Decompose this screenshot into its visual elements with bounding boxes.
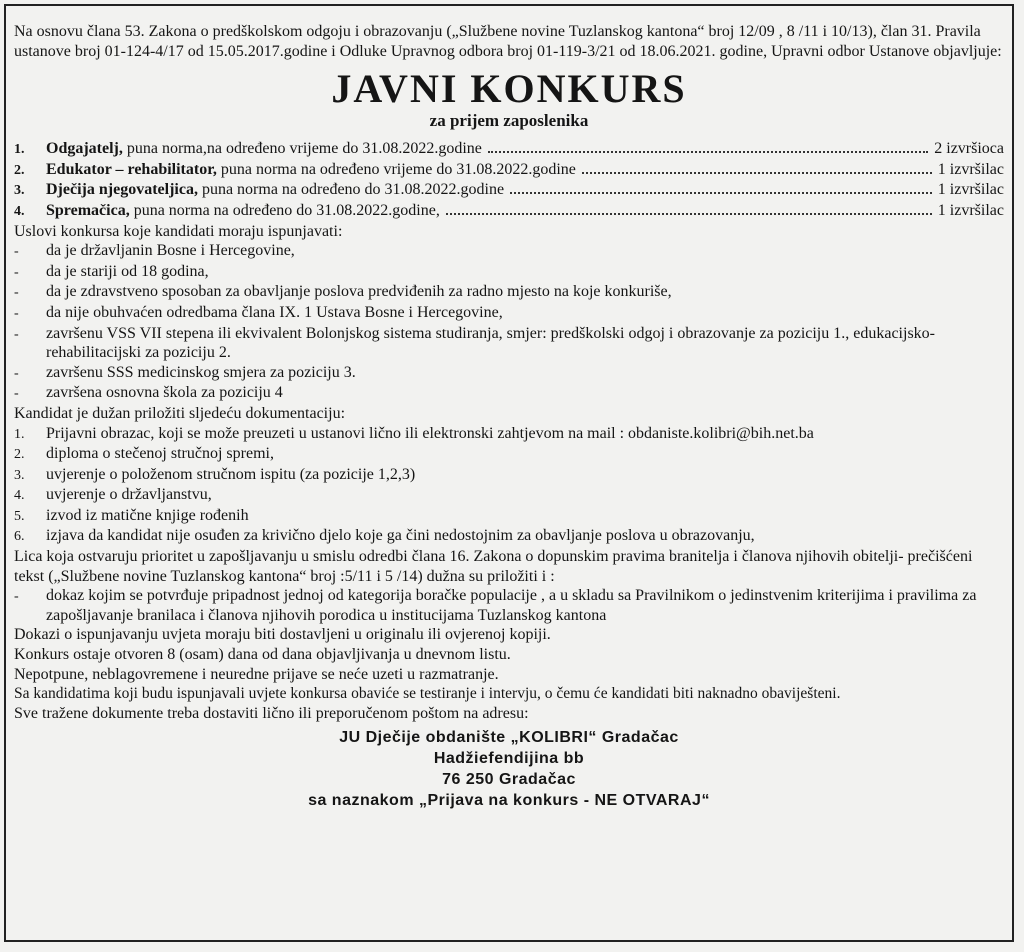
position-item	[14, 160, 1004, 181]
document-item	[14, 424, 1004, 445]
position-count: 1 izvršilac	[937, 181, 1004, 199]
condition-item: - završenu SSS medicinskog smjera za poziciju 3.	[14, 363, 1004, 384]
bullet-dash: -	[14, 264, 19, 280]
document-item	[14, 444, 1004, 465]
document-text: Prijavni obrazac, koji se može preuzeti u ustanovi lično ili elektronski zahtjevom na mail : obdaniste.kolibri@bih.net.ba	[46, 424, 814, 442]
dot-leader	[510, 192, 932, 194]
position-name: Odgajatelj,	[46, 140, 123, 158]
document-item	[14, 526, 1004, 547]
bullet-dash: -	[14, 386, 19, 402]
position-desc: puna norma na određeno vrijeme do 31.08.2022.godine	[216, 160, 576, 178]
position-item	[14, 139, 1004, 160]
condition-item: - završena osnovna škola za poziciju 4	[14, 383, 1004, 404]
position-desc: puna norma na određeno do 31.08.2022.godine,	[129, 201, 440, 219]
positions-list	[14, 139, 1004, 221]
position-item	[14, 180, 1004, 201]
bullet-dash: -	[14, 244, 19, 260]
document-text: diploma o stečenoj stručnoj spremi,	[46, 445, 274, 463]
document-text: uvjerenje o položenom stručnom ispitu (za pozicije 1,2,3)	[46, 465, 416, 483]
document-number: 4.	[14, 488, 25, 504]
priority-paragraph: Lica koja ostvaruju prioritet u zapošljavanju u smislu odredbi člana 16. Zakona o dopunskim pravima branitelja i članova njihovih obitelji- prečišćeni tekst („Službene novine Tuzlanskog kantona“ broj :5/11 i 5 /14) dužna su priložiti i :	[14, 548, 973, 585]
address-line: sa naznakom „Prijava na konkurs - NE OTVARAJ“	[308, 792, 710, 810]
position-name: Edukator – rehabilitator,	[46, 160, 217, 178]
address-line: Hadžiefendijina bb	[433, 750, 585, 768]
notice-title: JAVNI KONKURS	[331, 66, 687, 112]
address-line: JU Dječije obdanište „KOLIBRI“ Gradačac	[339, 729, 679, 747]
position-name: Spremačica,	[46, 201, 130, 219]
closing-line: Nepotpune, neblagovremene i neuredne prijave se neće uzeti u razmatranje.	[14, 665, 499, 683]
position-desc: puna norma na određeno do 31.08.2022.godine	[197, 181, 505, 199]
closing-section	[14, 625, 1004, 723]
documents-heading: Kandidat je dužan priložiti sljedeću dokumentaciju:	[14, 404, 346, 422]
position-text	[46, 201, 440, 221]
bullet-dash: -	[14, 365, 19, 381]
dot-leader	[488, 151, 928, 153]
position-count: 1 izvršilac	[937, 201, 1004, 219]
document-number: 3.	[14, 467, 25, 483]
document-text: izjava da kandidat nije osuđen za krivično djelo koje ga čini nedostojnim za obavljanje poslova u obrazovanju,	[46, 527, 755, 545]
condition-item: - da je državljanin Bosne i Hercegovine,	[14, 241, 1004, 262]
document-number: 6.	[14, 529, 25, 545]
document-item	[14, 485, 1004, 506]
position-name: Dječija njegovateljica,	[46, 181, 198, 199]
position-desc: puna norma,na određeno vrijeme do 31.08.2022.godine	[122, 140, 482, 158]
closing-line: Sve tražene dokumente treba dostaviti lično ili preporučenom poštom na adresu:	[14, 704, 529, 722]
intro-paragraph: Na osnovu člana 53. Zakona o predškolskom odgoju i obrazovanju („Službene novine Tuzlanskog kantona“ broj 12/09 , 8 /11 i 10/13), član 31. Pravila ustanove broj 01-124-4/17 od 15.05.2017.godine i Odluke Upravnog odbora broj 01-119-3/21 od 18.06.2021. godine, Upravni odbor Ustanove objavljuje:	[14, 23, 1002, 60]
condition-item: - da je zdravstveno sposoban za obavljanje poslova predviđenih za radno mjesto na koje konkuriše,	[14, 282, 1004, 303]
condition-item: - da nije obuhvaćen odredbama člana IX. 1 Ustava Bosne i Hercegovine,	[14, 303, 1004, 324]
priority-item: - dokaz kojim se potvrđuje pripadnost jednoj od kategorija boračke populacije , a u skladu sa Pravilnikom o jedinstvenim kriterijima i pravilima za zapošljavanje branilaca i članova njihovih porodica u institucijama Tuzlanskog kantona	[14, 587, 977, 624]
bullet-dash: -	[14, 305, 19, 321]
closing-line: Dokazi o ispunjavanju uvjeta moraju biti dostavljeni u originalu ili ovjerenoj kopiji.	[14, 626, 551, 644]
position-number: 3.	[14, 183, 25, 199]
position-text	[46, 139, 482, 159]
position-number: 1.	[14, 142, 25, 158]
bullet-dash: -	[14, 285, 19, 301]
document-number: 5.	[14, 508, 25, 524]
condition-item: - da je stariji od 18 godina,	[14, 262, 1004, 283]
position-text	[46, 160, 576, 180]
documents-list	[14, 424, 1004, 548]
position-item	[14, 201, 1004, 222]
document-number: 1.	[14, 426, 25, 442]
document-item	[14, 465, 1004, 486]
position-count: 2 izvršioca	[934, 140, 1004, 158]
bullet-dash: -	[14, 589, 19, 605]
notice-content	[14, 22, 1004, 811]
closing-line: Sa kandidatima koji budu ispunjavali uvjete konkursa obaviće se testiranje i intervju, o čemu će kandidati biti naknadno obaviješteni.	[14, 685, 841, 703]
condition-item: - završenu VSS VII stepena ili ekvivalent Bolonjskog sistema studiranja, smjer: predškolski odgoj i obrazovanje za poziciju 1., edukacijsko-rehabilitacijski za poziciju 2.	[14, 324, 935, 362]
position-number: 2.	[14, 162, 25, 178]
closing-line: Konkurs ostaje otvoren 8 (osam) dana od dana objavljivanja u dnevnom listu.	[14, 646, 511, 664]
position-text	[46, 180, 504, 200]
document-text: izvod iz matične knjige rođenih	[46, 506, 249, 524]
document-text: uvjerenje o državljanstvu,	[46, 486, 212, 504]
position-count: 1 izvršilac	[937, 160, 1004, 178]
document-item	[14, 506, 1004, 527]
conditions-heading: Uslovi konkursa koje kandidati moraju ispunjavati:	[14, 222, 343, 240]
document-number: 2.	[14, 447, 25, 463]
notice-subtitle: za prijem zaposlenika	[429, 111, 589, 131]
position-number: 4.	[14, 203, 25, 219]
address-line: 76 250 Gradačac	[442, 771, 576, 789]
dot-leader	[446, 213, 932, 215]
address-block	[14, 727, 1004, 811]
conditions-list	[14, 241, 1004, 404]
dot-leader	[582, 172, 932, 174]
bullet-dash: -	[14, 326, 19, 342]
